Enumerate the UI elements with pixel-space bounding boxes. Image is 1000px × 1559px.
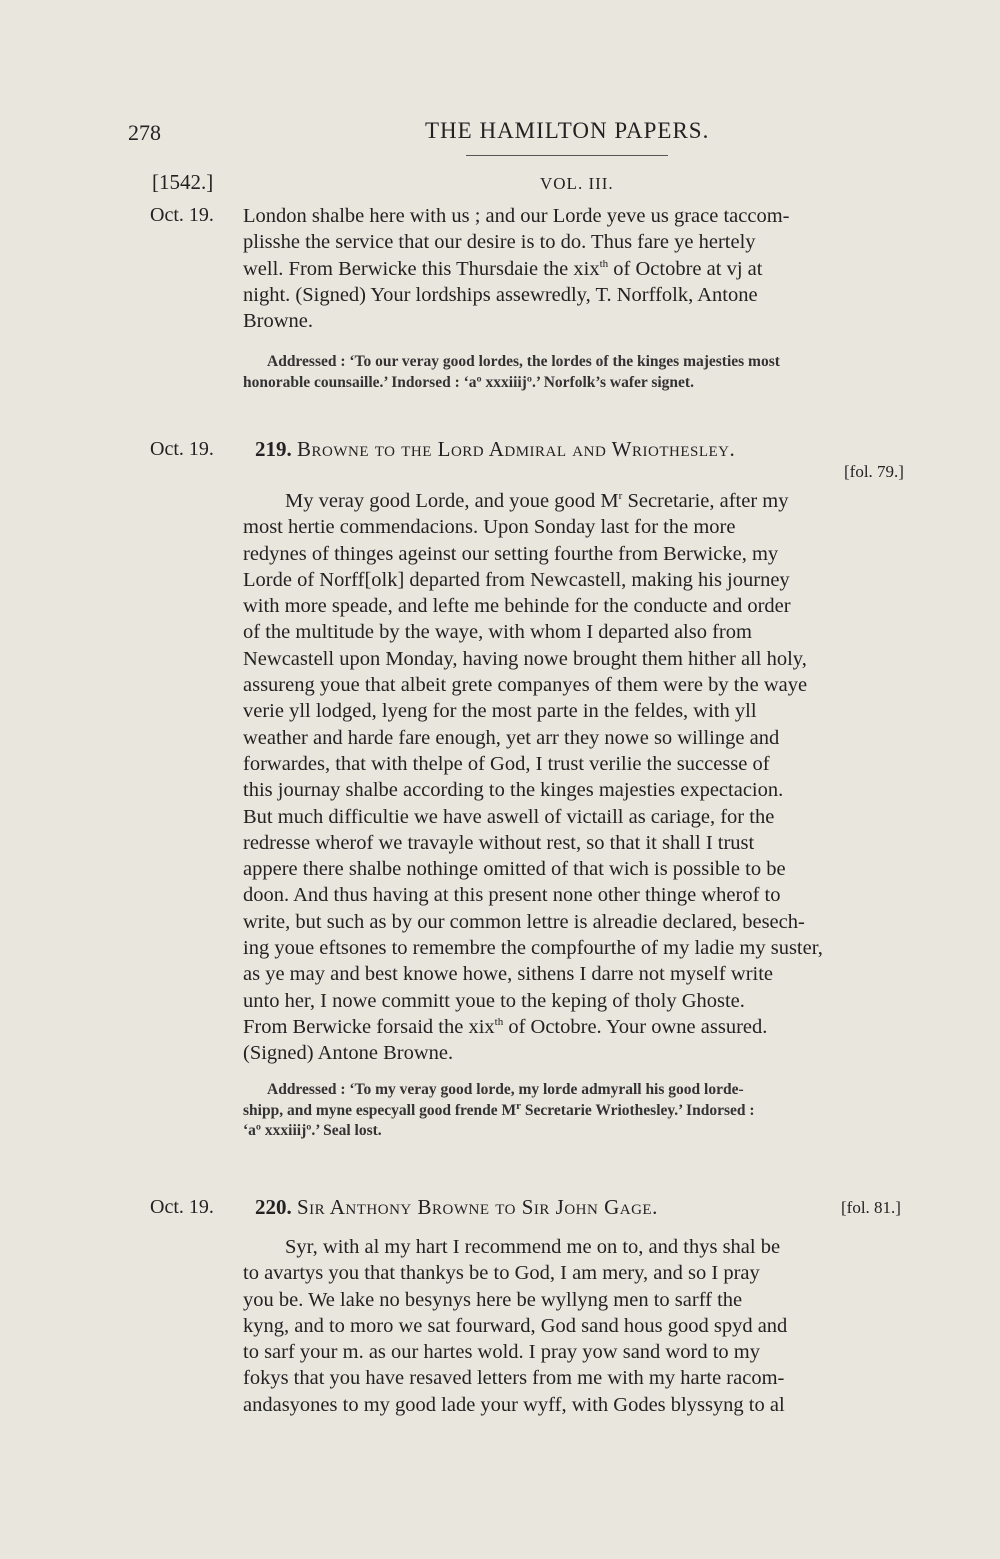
text-line: Newcastell upon Monday, having nowe brought them hither all holy,	[243, 647, 807, 670]
text-line: unto her, I nowe committ youe to the keping of tholy Ghoste.	[243, 989, 745, 1012]
text-line: write, but such as by our common lettre is alreadie declared, besech-	[243, 910, 805, 933]
text-line: assureng youe that albeit grete companyes of them were by the waye	[243, 674, 808, 697]
text-line: andasyones to my good lade your wyff, with Godes blyssyng to al	[243, 1393, 785, 1416]
text-line: night. (Signed) Your lordships assewredly, T. Norffolk, Antone	[243, 283, 758, 306]
text-line: plisshe the service that our desire is to do. Thus fare ye hertely	[243, 231, 756, 254]
text-line: ing youe eftsones to remembre the compfourthe of my ladie my suster,	[243, 937, 823, 960]
text-line: redynes of thinges ageinst our setting fourthe from Berwicke, my	[243, 542, 779, 565]
text-line: forwardes, that with thelpe of God, I trust verilie the successe of	[243, 752, 770, 775]
letter-title: Browne to the Lord Admiral and Wriothesley.	[297, 437, 736, 461]
text-line: this journay shalbe according to the kinges majesties expectacion.	[243, 779, 784, 802]
text-line: fokys that you have resaved letters from me with my harte racom-	[243, 1367, 785, 1390]
continuation-endorsement: Addressed : ‘To our veray good lordes, the lordes of the kinges majesties most honorable counsaille.’ Indorsed : ‘aº xxxiiijº.’ Norfolk’s wafer signet.	[243, 353, 780, 391]
text-line: (Signed) Antone Browne.	[243, 1042, 454, 1065]
letter-title: Sir Anthony Browne to Sir John Gage.	[297, 1195, 658, 1219]
text-line: as ye may and best knowe howe, sithens I darre not myself write	[243, 963, 774, 986]
letter-219-endorsement: Addressed : ‘To my veray good lorde, my lorde admyrall his good lorde- shipp, and myne especyall good frende $M^r$ Secretarie Wriothesley.’ Indorsed : ‘aº xxxiiijº.’ Seal lost.	[243, 1081, 755, 1139]
letter-219-text	[243, 488, 913, 1067]
text-line: Browne.	[243, 310, 314, 333]
margin-date-continuation: Oct. 19.	[150, 204, 214, 226]
text-line: with more speade, and lefte me behinde for the conducte and order	[243, 595, 791, 618]
running-title: THE HAMILTON PAPERS.	[425, 118, 710, 143]
folio-ref-219: [fol. 79.]	[844, 462, 904, 481]
letter-219-heading	[255, 437, 735, 462]
text-line: weather and harde fare enough, yet arr they nowe so willinge and	[243, 726, 780, 749]
text-line: redresse wherof we travayle without rest, so that it shall I trust	[243, 831, 755, 854]
text-line: kyng, and to moro we sat fourward, God sand hous good spyd and	[243, 1314, 788, 1337]
text-line: well. From Berwicke this Thursdaie the xix$^{th}$ of Octobre at vj at	[243, 257, 763, 280]
text-line: But much difficultie we have aswell of victaill as cariage, for the	[243, 805, 775, 828]
margin-date-219: Oct. 19.	[150, 438, 214, 460]
text-line: you be. We lake no besynys here be wyllyng men to sarff the	[243, 1288, 743, 1311]
volume-label: VOL. III.	[540, 174, 614, 193]
year-marker: [1542.]	[152, 170, 214, 194]
title-rule	[466, 155, 668, 156]
text-line: My veray good Lorde, and youe good $M^r$ Secretarie, after my	[285, 490, 789, 512]
text-line: London shalbe here with us ; and our Lorde yeve us grace taccom-	[243, 205, 790, 227]
text-line: to avartys you that thankys be to God, I am mery, and so I pray	[243, 1262, 760, 1285]
continuation-text	[243, 203, 913, 334]
text-line: Syr, with al my hart I recommend me on to, and thys shal be	[285, 1236, 781, 1258]
folio-ref-220: [fol. 81.]	[841, 1198, 901, 1217]
margin-date-220: Oct. 19.	[150, 1196, 214, 1218]
text-line: doon. And thus having at this present none other thinge wherof to	[243, 884, 781, 907]
letter-number: 219.	[255, 437, 292, 461]
text-line: Lorde of Norff[olk] departed from Newcastell, making his journey	[243, 568, 790, 591]
page-number: 278	[128, 120, 161, 145]
text-line: verie yll lodged, lyeng for the most parte in the feldes, with yll	[243, 700, 757, 723]
letter-220-heading	[255, 1195, 658, 1220]
text-line: appere there shalbe nothinge omitted of that wich is possible to be	[243, 858, 786, 881]
text-line: to sarf your m. as our hartes wold. I pray yow sand word to my	[243, 1341, 760, 1364]
text-line: most hertie commendacions. Upon Sonday last for the more	[243, 516, 736, 539]
text-line: From Berwicke forsaid the xix$^{th}$ of Octobre. Your owne assured.	[243, 1015, 768, 1038]
text-line: of the multitude by the waye, with whom I departed also from	[243, 621, 752, 644]
letter-number: 220.	[255, 1195, 292, 1219]
letter-220-text	[243, 1234, 913, 1418]
